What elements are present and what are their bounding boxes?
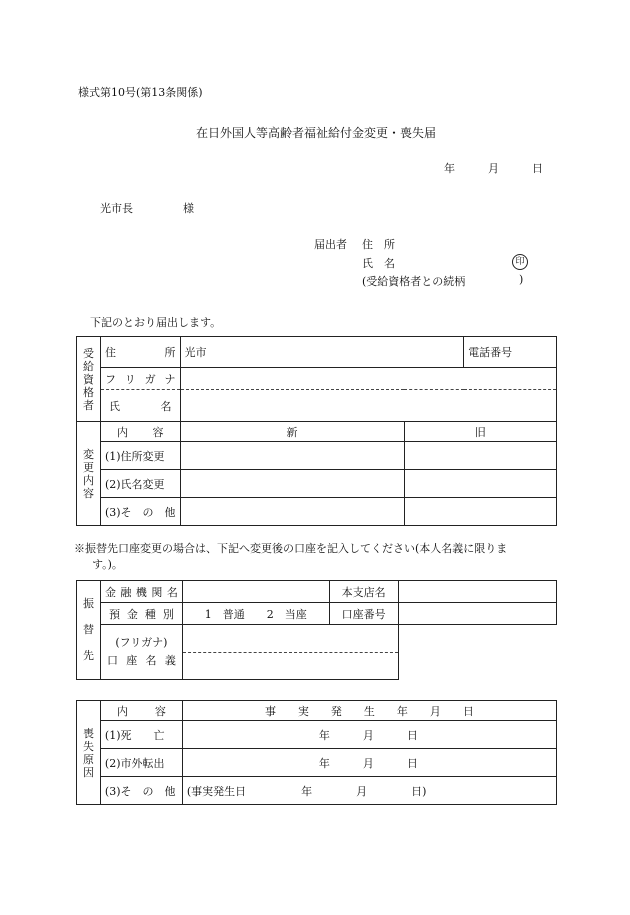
change-address-new[interactable] [180, 442, 404, 470]
account-holder-field[interactable] [182, 625, 398, 680]
account-number-field[interactable] [398, 603, 556, 625]
date-month: 月 [488, 162, 499, 175]
submitter-name-label: 氏 名 [362, 257, 395, 270]
loss-header-content: 内 容 [100, 701, 182, 721]
recipient-phone-label: 電話番号 [464, 337, 557, 368]
account-number-label: 口座番号 [329, 603, 398, 625]
deposit-type-label: 預 金 種 別 [100, 603, 182, 625]
recipient-name-field[interactable] [180, 390, 556, 422]
recipient-address-value[interactable]: 光市 [180, 337, 464, 368]
form-title: 在日外国人等高齢者福祉給付金変更・喪失届 [196, 126, 437, 140]
branch-field[interactable] [398, 581, 556, 603]
note-line-1: ※振替先口座変更の場合は、下記へ変更後の口座を記入してください(本人名義に限りま [74, 542, 508, 555]
loss-header-date: 事 実 発 生 年 月 日 [182, 701, 556, 721]
recipient-furigana-field[interactable] [180, 368, 556, 390]
date-day: 日 [532, 162, 543, 175]
change-header-old: 旧 [404, 422, 557, 442]
deposit-type-options[interactable]: 1 普通 2 当座 [182, 603, 329, 625]
holder-name-field[interactable] [183, 653, 398, 679]
loss-moveout-date[interactable]: 年 月 日 [182, 749, 556, 777]
intro-text: 下記のとおり届出します。 [90, 316, 222, 329]
change-other-new[interactable] [180, 498, 404, 526]
seal-icon: 印 [512, 254, 528, 270]
recipient-furigana-label: フ リ ガ ナ [100, 368, 180, 390]
holder-furigana-label: (フリガナ) [115, 636, 168, 649]
change-row-name: (2)氏名変更 [100, 470, 180, 498]
recipient-section-label: 受 給 資 格 者 [77, 337, 101, 422]
date-line [444, 160, 543, 176]
loss-row-other: (3)そ の 他 [100, 777, 182, 805]
date-year: 年 [444, 162, 455, 175]
change-row-address: (1)住所変更 [100, 442, 180, 470]
change-header-content: 内 容 [100, 422, 180, 442]
bank-name-label: 金 融 機 関 名 [100, 581, 182, 603]
change-other-old[interactable] [404, 498, 557, 526]
loss-row-death: (1)死 亡 [100, 721, 182, 749]
change-name-new[interactable] [180, 470, 404, 498]
seal-mark [512, 254, 528, 270]
transfer-table [76, 580, 557, 680]
change-header-new: 新 [180, 422, 404, 442]
recipient-name-label: 氏 名 [100, 390, 180, 422]
addressee-suffix: 様 [183, 202, 194, 215]
change-row-other: (3)そ の 他 [100, 498, 180, 526]
transfer-section-label: 振 替 先 [77, 581, 101, 680]
submitter-label: 届出者 [314, 238, 347, 251]
note-line-2: す。)。 [92, 558, 123, 571]
recipient-address-label: 住 所 [100, 337, 180, 368]
recipient-change-table [76, 336, 557, 526]
loss-row-moveout: (2)市外転出 [100, 749, 182, 777]
loss-other-date[interactable]: (事実発生日 年 月 日) [182, 777, 556, 805]
holder-furigana-field[interactable] [183, 625, 398, 653]
branch-label: 本支店名 [329, 581, 398, 603]
change-name-old[interactable] [404, 470, 557, 498]
change-address-old[interactable] [404, 442, 557, 470]
transfer-empty-area [398, 625, 556, 680]
relation-open: (受給資格者との続柄 [362, 275, 466, 288]
bank-name-field[interactable] [182, 581, 329, 603]
form-number: 様式第10号(第13条関係) [78, 86, 203, 99]
account-holder-label: (フリガナ) 口 座 名 義 [100, 625, 182, 680]
submitter-address-label: 住 所 [362, 238, 395, 251]
loss-death-date[interactable]: 年 月 日 [182, 721, 556, 749]
loss-table [76, 700, 557, 805]
addressee-name: 光市長 [100, 202, 133, 215]
relation-close: ) [519, 273, 524, 286]
loss-section-label: 喪 失 原 因 [77, 701, 101, 805]
change-section-label: 変 更 内 容 [77, 422, 101, 526]
